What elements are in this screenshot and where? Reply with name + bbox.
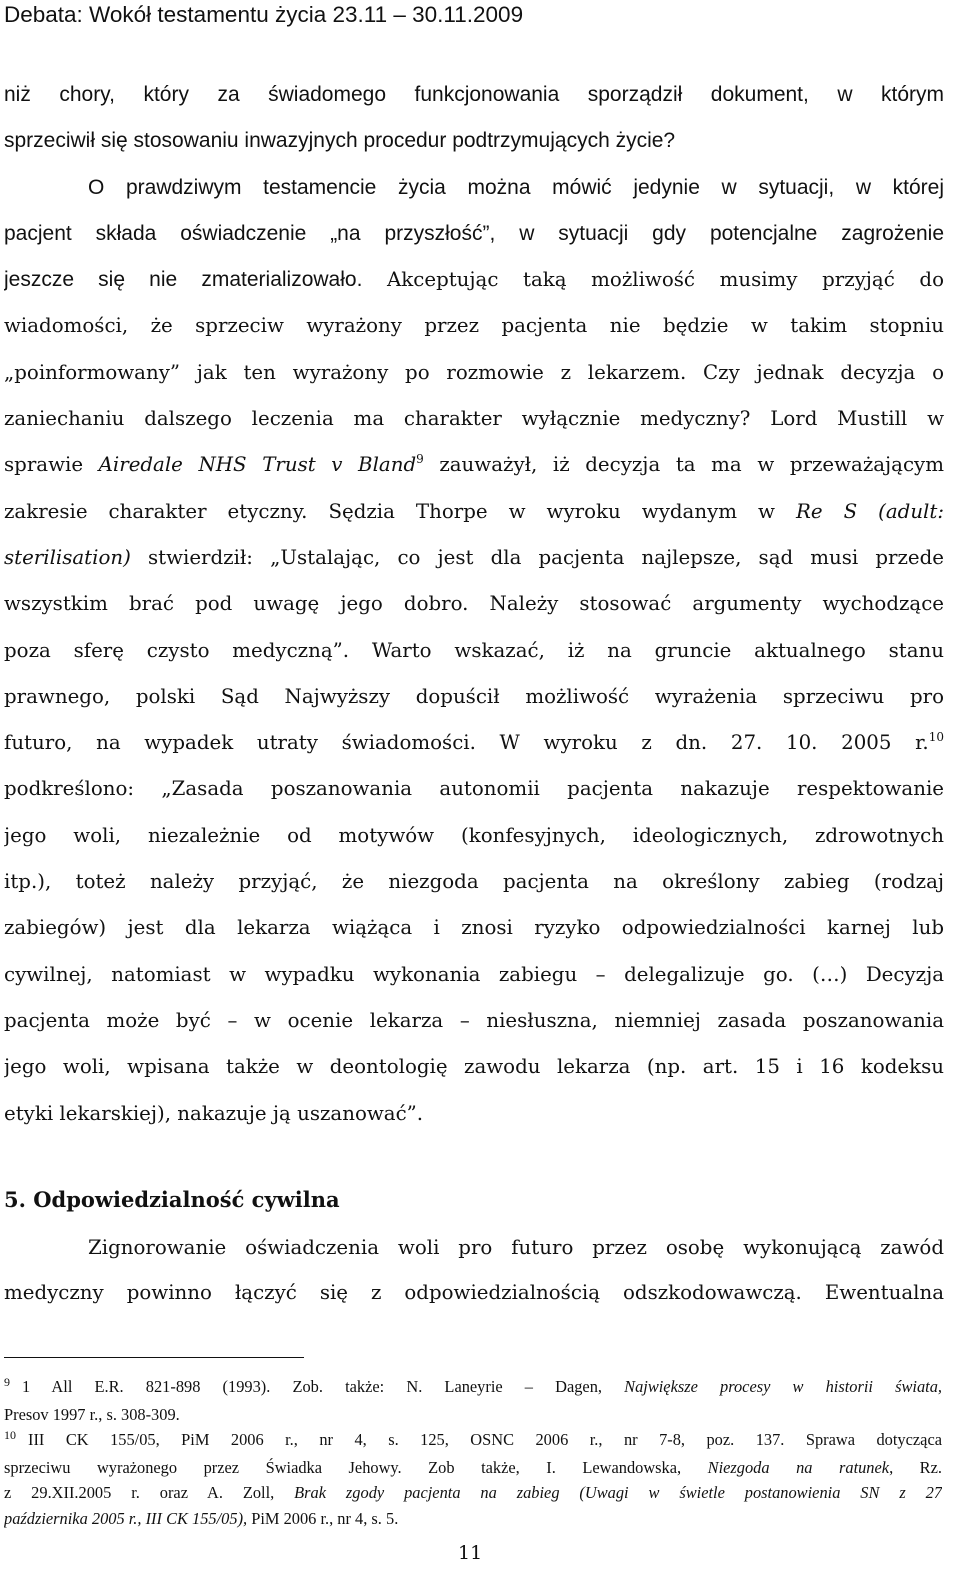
footnote-10-line bbox=[4, 1427, 942, 1455]
text-segment: , Rz. bbox=[889, 1457, 942, 1477]
case-name-re-s-cont: sterilisation) bbox=[4, 545, 131, 569]
text-line: wiadomości, że sprzeciw wyrażony przez pacjenta nie będzie w takim stopniu bbox=[4, 314, 944, 338]
page-number: 11 bbox=[458, 1542, 483, 1564]
text-line: O prawdziwym testamencie życia można mówić jedynie w sytuacji, w której bbox=[88, 175, 944, 199]
text-line bbox=[4, 535, 944, 581]
footnote-ref-9: 9 bbox=[416, 452, 424, 467]
text-segment: futuro, na wypadek utraty świadomości. W wyroku z dn. 27. 10. 2005 r. bbox=[4, 731, 929, 755]
text-line: cywilnej, natomiast w wypadku wykonania zabiegu – delegalizuje go. (…) Decyzja bbox=[4, 962, 944, 986]
text-line: prawnego, polski Sąd Najwyższy dopuścił możliwość wyrażenia sprzeciwu pro bbox=[4, 684, 944, 708]
footnote-number: 10 bbox=[4, 1428, 16, 1443]
text-segment: sprawie bbox=[4, 453, 99, 477]
text-segment: zakresie charakter etyczny. Sędzia Thorpe w wyroku wydanym w bbox=[4, 499, 796, 523]
text-line: „poinformowany” jak ten wyrażony po rozmowie z lekarzem. Czy jednak decyzja o bbox=[4, 360, 944, 384]
text-line: pacjenta może być – w ocenie lekarza – niesłuszna, niemniej zasada poszanowania bbox=[4, 1008, 944, 1032]
text-line: zabiegów) jest dla lekarza wiążąca i znosi ryzyko odpowiedzialności karnej lub bbox=[4, 916, 944, 940]
text-line: jego woli, niezależnie od motywów (konfesyjnych, ideologicznych, zdrowotnych bbox=[4, 823, 944, 847]
body-text bbox=[4, 72, 944, 1137]
footnote-9-line: Presov 1997 r., s. 308-309. bbox=[4, 1404, 180, 1424]
text-line: etyki lekarskiej), nakazuje ją uszanować”. bbox=[4, 1101, 424, 1125]
text-line: podkreślono: „Zasada poszanowania autonomii pacjenta nakazuje respektowanie bbox=[4, 777, 944, 801]
text-line bbox=[4, 442, 944, 488]
text-segment: Największe procesy w historii świata, bbox=[624, 1377, 942, 1396]
text-segment: sprzeciwu wyrażonego przez Świadka Jehowy. Zob także, I. Lewandowska, bbox=[4, 1457, 708, 1477]
text-segment: PiM 2006 r., nr 4, s. 5. bbox=[247, 1508, 399, 1528]
text-line: niż chory, który za świadomego funkcjonowania sporządził dokument, w którym bbox=[4, 83, 944, 106]
text-segment: jeszcze się nie zmaterializowało. bbox=[4, 268, 363, 292]
text-line: sprzeciwił się stosowaniu inwazyjnych procedur podtrzymujących życie? bbox=[4, 129, 676, 153]
text-line bbox=[4, 489, 944, 535]
text-segment: 1 All E.R. 821-898 (1993). Zob. także: N. Laneyrie – Dagen, bbox=[22, 1377, 625, 1396]
text-line: itp.), toteż należy przyjąć, że niezgoda pacjenta na określony zabieg (rodzaj bbox=[4, 870, 944, 894]
case-name-airedale: Airedale NHS Trust v Bland bbox=[98, 453, 417, 477]
text-line: jego woli, wpisana także w deontologię zawodu lekarza (np. art. 15 i 16 kodeksu bbox=[4, 1055, 944, 1079]
text-segment: Akceptując taką możliwość musimy przyjąć do bbox=[362, 268, 944, 292]
text-line: wszystkim brać pod uwagę jego dobro. Należy stosować argumenty wychodzące bbox=[4, 592, 944, 616]
section-body bbox=[4, 1226, 944, 1315]
text-line: medyczny powinno łączyć się z odpowiedzialnością odszkodowawczą. Ewentualna bbox=[4, 1280, 944, 1304]
text-line: zaniechaniu dalszego leczenia ma charakter wyłącznie medyczny? Lord Mustill w bbox=[4, 407, 944, 431]
footnote-ref-10: 10 bbox=[928, 730, 944, 745]
text-line: Zignorowanie oświadczenia woli pro futuro przez osobę wykonującą zawód bbox=[88, 1236, 944, 1259]
footnote-10-line bbox=[4, 1506, 942, 1532]
text-segment: z 29.XII.2005 r. oraz A. Zoll, bbox=[4, 1483, 295, 1503]
text-line bbox=[4, 720, 944, 766]
text-segment: III CK 155/05, PiM 2006 r., nr 4, s. 125, OSNC 2006 r., nr 7-8, poz. 137. Sprawa dotycząca bbox=[28, 1430, 942, 1450]
text-segment: zauważył, iż decyzja ta ma w przeważającym bbox=[423, 453, 944, 477]
text-line: pacjent składa oświadczenie „na przyszłość”, w sytuacji gdy potencjalne zagrożenie bbox=[4, 221, 944, 245]
text-line bbox=[4, 257, 944, 303]
text-segment: Brak zgody pacjenta na zabieg (Uwagi w świetle postanowienia SN z 27 bbox=[294, 1483, 942, 1503]
page-header: Debata: Wokół testamentu życia 23.11 – 30.11.2009 bbox=[4, 2, 524, 27]
footnote-9-line bbox=[4, 1374, 942, 1402]
footnotes bbox=[4, 1374, 942, 1532]
text-segment: Niezgoda na ratunek bbox=[707, 1457, 890, 1477]
footnote-10-line bbox=[4, 1455, 942, 1481]
footnote-number: 9 bbox=[4, 1375, 10, 1389]
text-segment: października 2005 r., III CK 155/05), bbox=[4, 1508, 248, 1528]
text-line: poza sferę czysto medyczną”. Warto wskazać, iż na gruncie aktualnego stanu bbox=[4, 638, 944, 662]
section-heading: 5. Odpowiedzialność cywilna bbox=[4, 1187, 340, 1212]
footnote-10-line bbox=[4, 1480, 942, 1506]
footnote-separator bbox=[4, 1357, 304, 1358]
text-segment: stwierdził: „Ustalając, co jest dla pacjenta najlepsze, sąd musi przede bbox=[130, 545, 944, 569]
case-name-re-s: Re S (adult: bbox=[795, 499, 944, 523]
